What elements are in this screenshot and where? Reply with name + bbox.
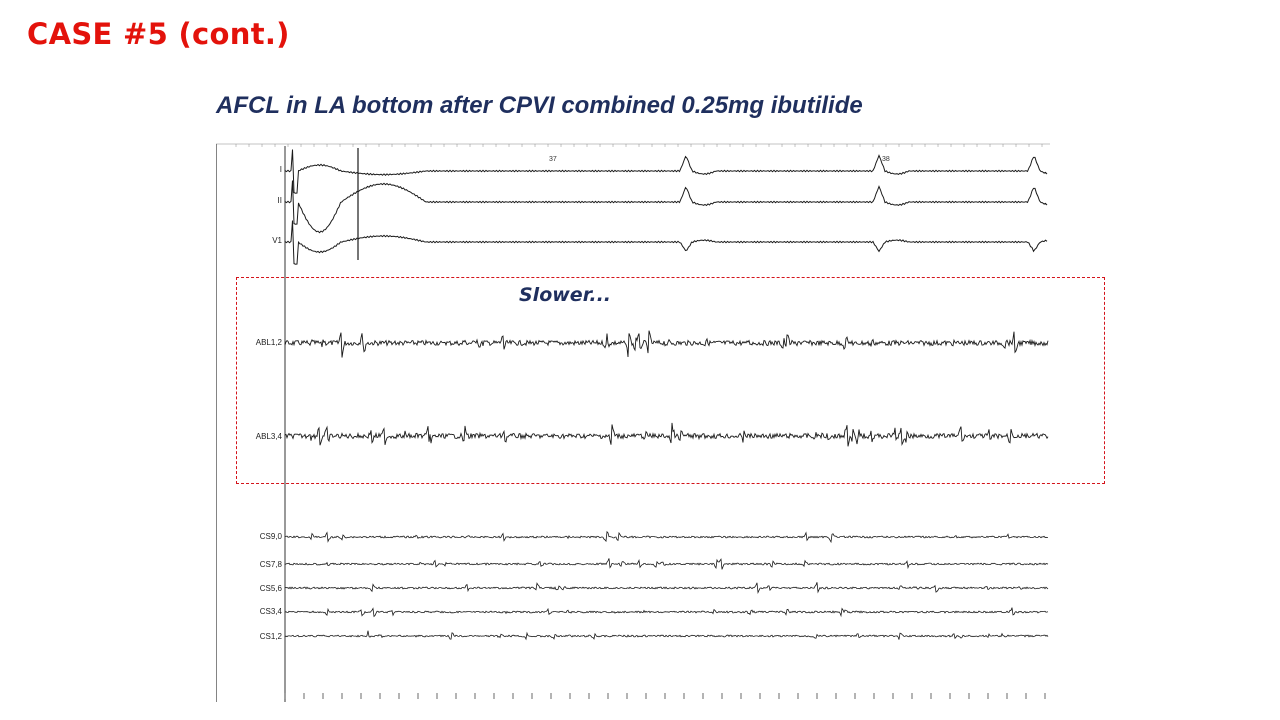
lead-label-I: I — [279, 165, 282, 174]
lead-label-ABL12: ABL1,2 — [255, 338, 282, 347]
lead-label-II: II — [277, 196, 282, 205]
slide-title: CASE #5 (cont.) — [27, 17, 290, 51]
lead-label-ABL34: ABL3,4 — [255, 432, 282, 441]
lead-label-CS90: CS9,0 — [259, 532, 282, 541]
beat-number-37: 37 — [549, 156, 557, 163]
lead-label-CS78: CS7,8 — [259, 560, 282, 569]
trace-lead-I — [285, 150, 1047, 194]
trace-cs-4 — [285, 631, 1048, 640]
lead-label-CS34: CS3,4 — [259, 607, 282, 616]
lead-label-CS12: CS1,2 — [259, 632, 282, 641]
annotation-slower: Slower... — [519, 284, 612, 306]
highlight-box — [236, 277, 1105, 484]
trace-lead-V1 — [285, 221, 1047, 265]
trace-cs-0 — [285, 532, 1048, 542]
lead-label-CS56: CS5,6 — [259, 584, 282, 593]
trace-cs-1 — [285, 558, 1048, 569]
trace-cs-2 — [285, 582, 1048, 592]
trace-lead-II — [285, 181, 1047, 233]
trace-cs-3 — [285, 608, 1048, 617]
beat-number-38: 38 — [882, 156, 890, 163]
lead-label-V1: V1 — [272, 236, 282, 245]
slide-subtitle: AFCL in LA bottom after CPVI combined 0.25mg ibutilide — [216, 92, 863, 119]
